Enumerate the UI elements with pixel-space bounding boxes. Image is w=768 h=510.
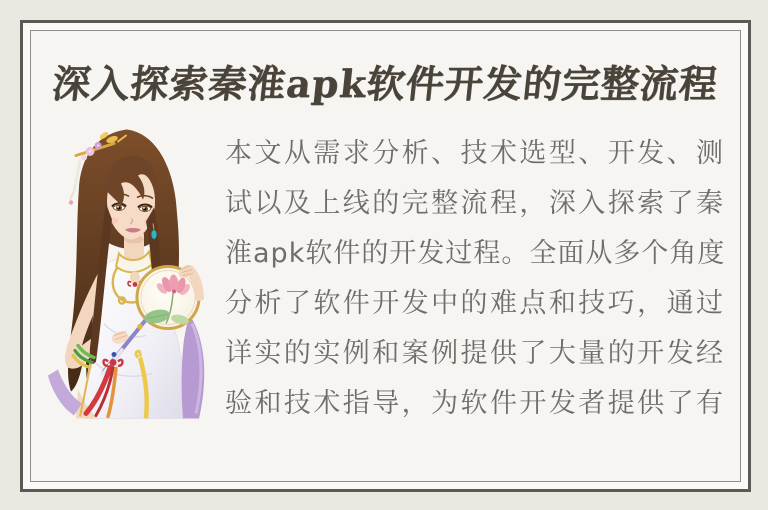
chest-keyhole bbox=[130, 272, 140, 284]
body-text-line: 本 文 从 需 求 分 析 、 技 术 选 型 、 开 发 、 测 bbox=[225, 138, 724, 169]
body-text-line: 详 实 的 实 例 和 案 例 提 供 了 大 量 的 开 发 经 bbox=[225, 338, 724, 369]
article-title: 深入探索秦淮apk软件开发的完整流程 bbox=[50, 61, 721, 106]
card-frame bbox=[20, 20, 751, 492]
qipao-woman-lotus-fan-illustration bbox=[34, 123, 220, 420]
body-text-line: 淮 a p k 软 件 的 开 发 过 程 。 全 面 从 多 个 角 度 bbox=[225, 238, 726, 269]
body-text-line: 分 析 了 软 件 开 发 中 的 难 点 和 技 巧 ， 通 过 bbox=[225, 288, 724, 319]
body-text-line: 验 和 技 术 指 导 ， 为 软 件 开 发 者 提 供 了 有 bbox=[225, 388, 724, 419]
article-body bbox=[225, 129, 724, 429]
body-text-line: 试 以 及 上 线 的 完 整 流 程 ， 深 入 探 索 了 秦 bbox=[225, 188, 724, 219]
card-inner-frame bbox=[30, 30, 741, 482]
